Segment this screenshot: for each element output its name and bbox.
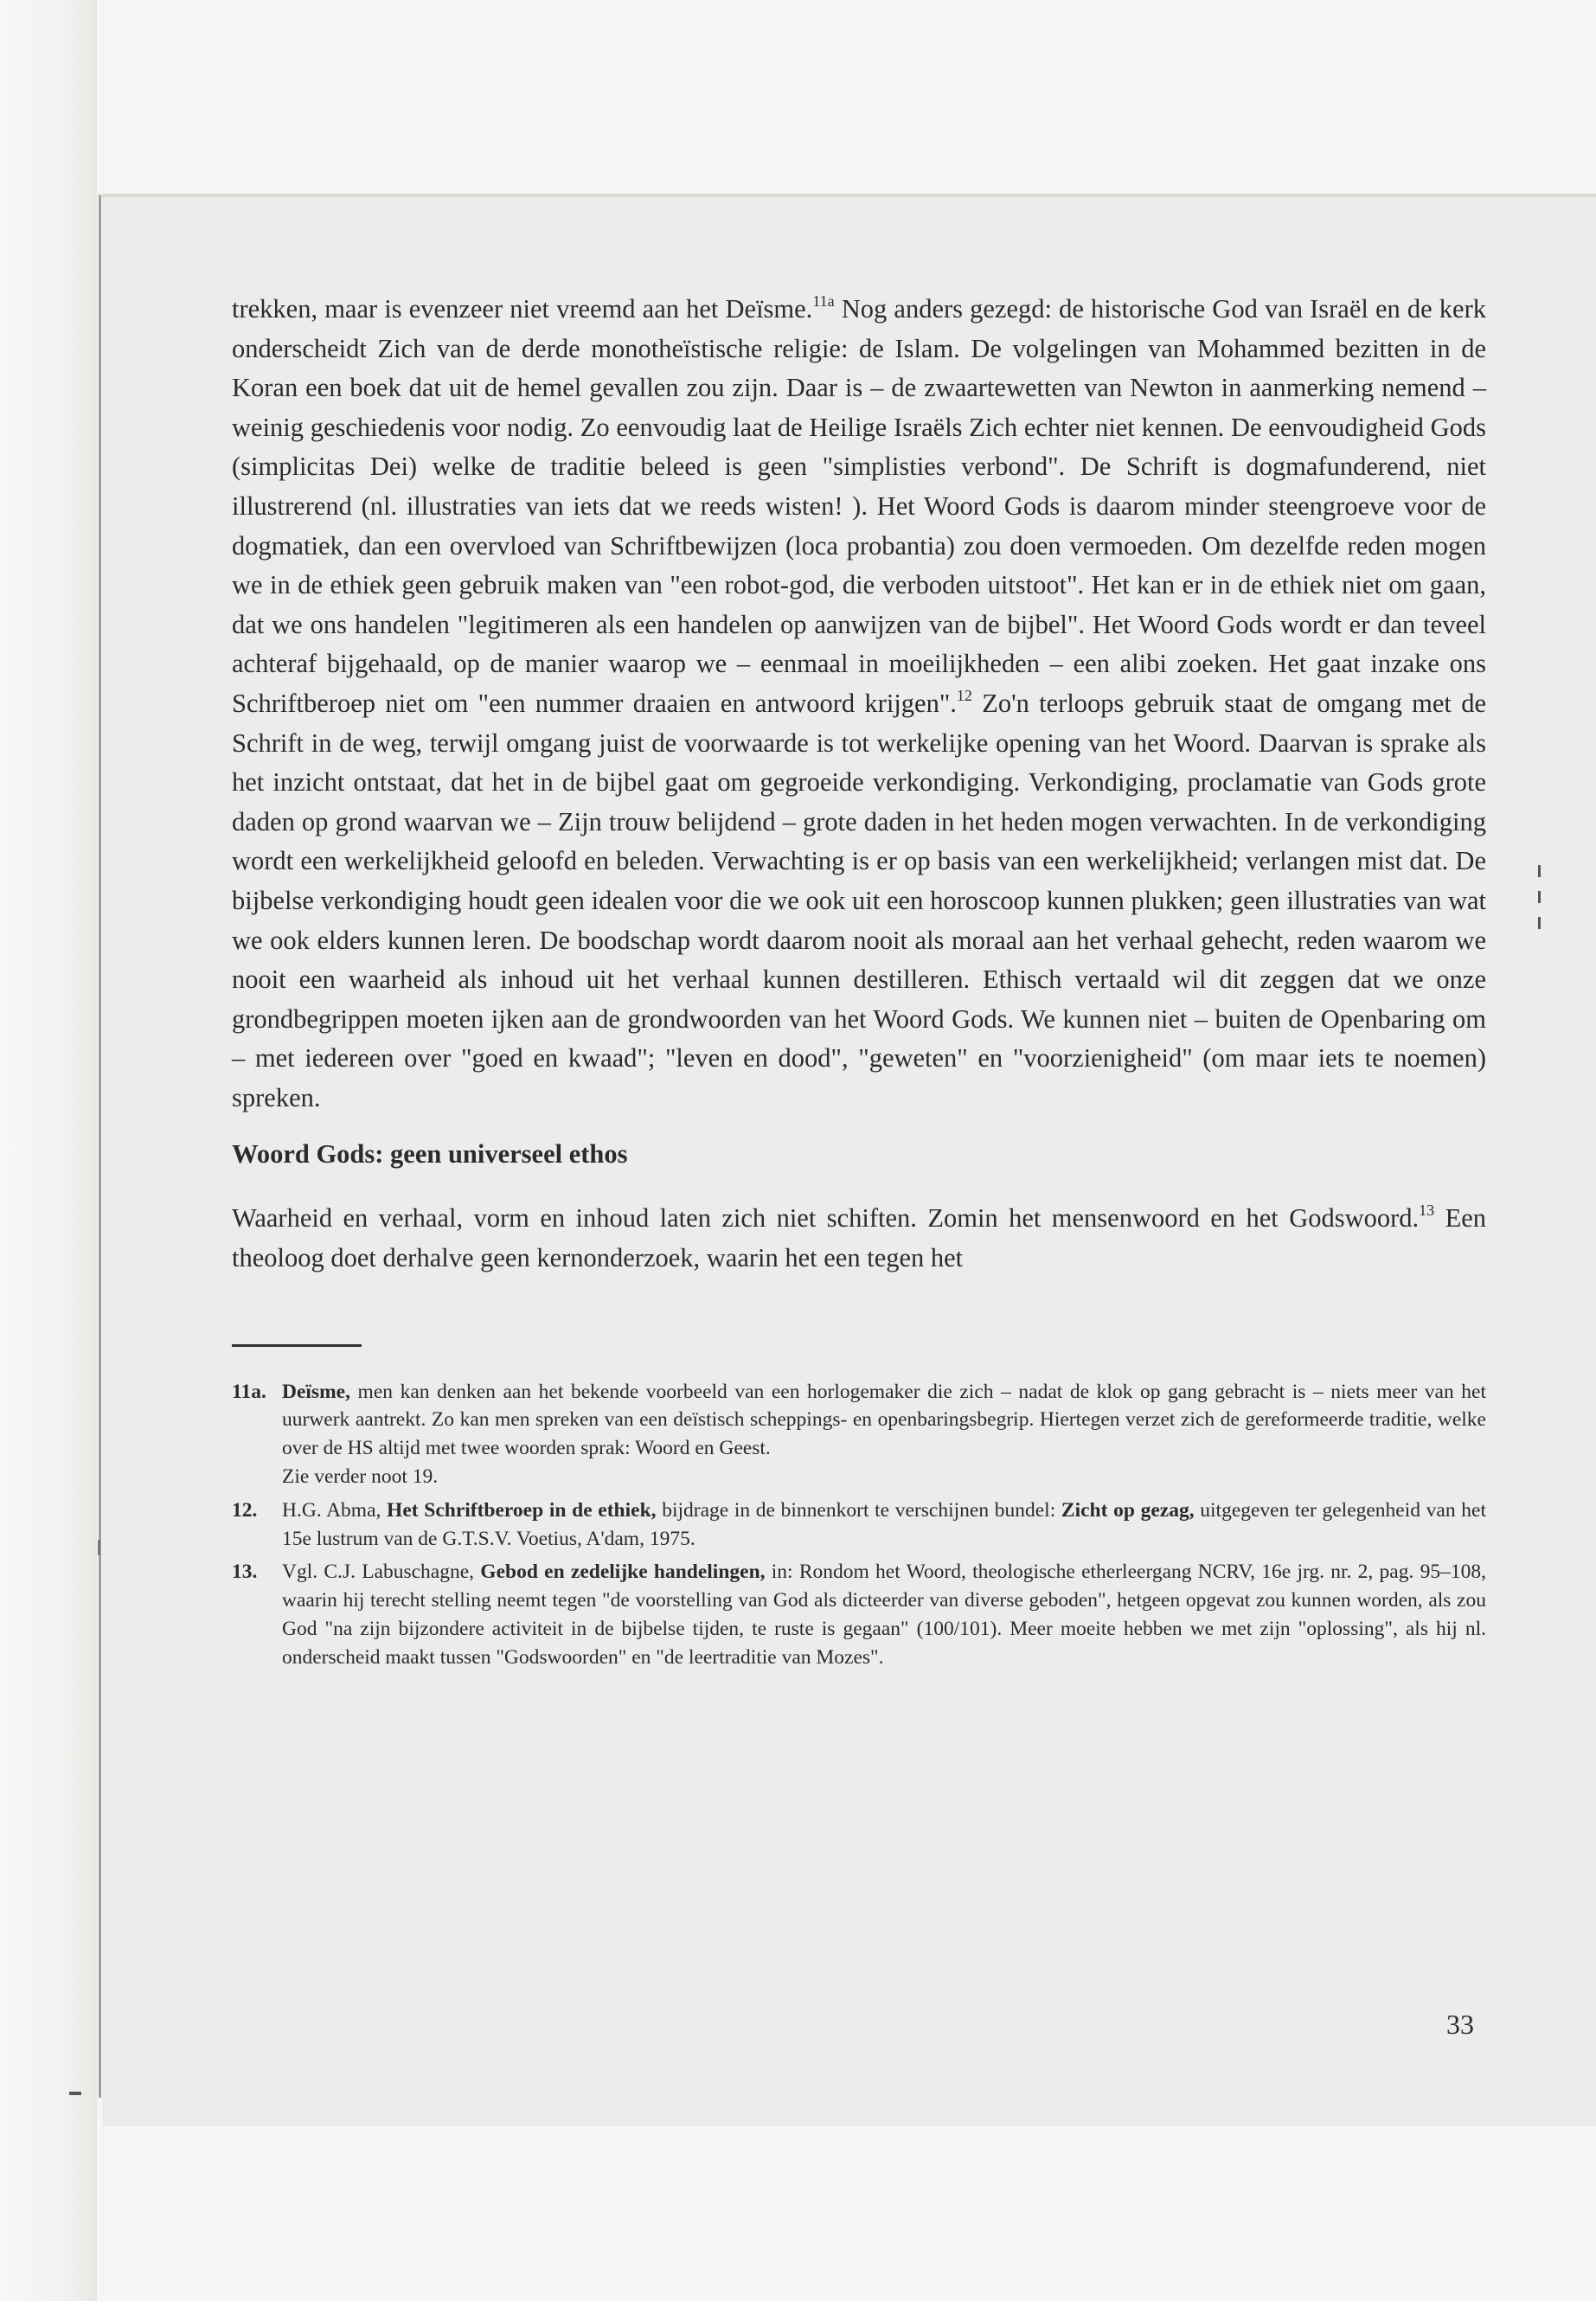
page-binding-edge — [99, 195, 101, 2098]
text-run: in: Rondom het Woord, theologische etherleergang NCRV, 16e jrg. nr. 2, pag. 95–108, waarin hij terecht stelling neemt tegen "de voorstelling van God als dicteerder van diverse geboden", hetgeen opgevat zou kunnen worden, als zou God "na zijn bijzondere activiteit in de bijbelse tijden, te ruste is gegaan" (100/101). Meer moeite hebben we met zijn "oplossing", als hij nl. onderscheid maakt tussen "Godswoorden" en "de leertraditie van Mozes". — [282, 1561, 1486, 1669]
footnote-ref: 13 — [1419, 1202, 1435, 1220]
text-run: bijdrage in de binnenkort te verschijnen bundel: — [656, 1498, 1061, 1522]
text-run: Vgl. C.J. Labuschagne, — [282, 1561, 481, 1584]
text-run: uitgegeven ter gelegenheid van het 15e lustrum van de G.T.S.V. Voetius, A'dam, 1975. — [282, 1498, 1486, 1550]
footnote-ref: 11a — [812, 292, 835, 310]
footnotes — [232, 1378, 1486, 1672]
margin-speck — [98, 1540, 100, 1555]
bold-title: Deïsme, — [282, 1380, 350, 1403]
text-run: Een theoloog doet derhalve geen kernonderzoek, waarin het een tegen het — [232, 1203, 1486, 1273]
footnote-number: 11a. — [232, 1380, 266, 1403]
footnote-separator — [232, 1344, 362, 1347]
footnote-number: 12. — [232, 1498, 258, 1522]
text-run: men kan denken aan het bekende voorbeeld van een horlogemaker die zich – nadat de klok op gang gebracht is – niets meer van het uurwerk aantrekt. Zo kan men spreken van een deïstisch scheppings- en openbaringsbegrip. Hiertegen verzet zich de gereformeerde traditie, welke over de HS altijd met twee woorden sprak: Woord en Geest. — [282, 1380, 1486, 1460]
footnote — [232, 1378, 1486, 1491]
margin-tick — [1538, 865, 1541, 877]
footnote-ref: 12 — [956, 686, 972, 704]
bold-title: Gebod en zedelijke handelingen, — [480, 1561, 766, 1584]
body-paragraph-1 — [232, 290, 1486, 1118]
text-run: Nog anders gezegd: de historische God van Israël en de kerk onderscheidt Zich van de derde monotheïstische religie: de Islam. De volgelingen van Mohammed bezitten in de Koran een boek dat uit de hemel gevallen zou zijn. Daar is – de zwaartewetten van Newton in aanmerking nemend – weinig geschiedenis voor nodig. Zo eenvoudig laat de Heilige Israëls Zich echter niet kennen. De eenvoudigheid Gods (simplicitas Dei) welke de traditie beleed is geen "simplisties verbond". De Schrift is dogmafunderend, niet illustrerend (nl. illustraties van iets dat we reeds wisten! ). Het Woord Gods is daarom minder steengroeve voor de dogmatiek, dan een overvloed van Schriftbewijzen (loca probantia) zou doen vermoeden. Om dezelfde reden mogen we in de ethiek geen gebruik maken van "een robot-god, die verboden uitstoot". Het kan er in de ethiek niet om gaan, dat we ons handelen "legitimeren als een handelen op aanwijzen van de bijbel". Het Woord Gods wordt er dan teveel achteraf bijgehaald, op de manier waarop we – eenmaal in moeilijkheden – een alibi zoeken. Het gaat inzake ons Schriftberoep niet om "een nummer draaien en antwoord krijgen". — [232, 294, 1486, 718]
page-content — [232, 290, 1486, 1677]
section-heading: Woord Gods: geen universeel ethos — [232, 1139, 628, 1170]
text-run: Zo'n terloops gebruik staat de omgang met de Schrift in de weg, terwijl omgang juist de voorwaarde is tot werkelijke opening van het Woord. Daarvan is sprake als het inzicht ontstaat, dat het in de bijbel gaat om gegroeide verkondiging. Verkondiging, proclamatie van Gods grote daden op grond waarvan we – Zijn trouw belijdend – grote daden in het heden mogen verwachten. In de verkondiging wordt een werkelijkheid geloofd en beleden. Verwachting is er op basis van een werkelijkheid; verlangen mist dat. De bijbelse verkondiging houdt geen idealen voor die we ook uit een horoscoop kunnen plukken; geen illustraties van wat we ook elders kunnen leren. De boodschap wordt daarom nooit als moraal aan het verhaal gehecht, reden waarom we nooit een waarheid als inhoud uit het verhaal kunnen destilleren. Ethisch vertaald wil dit zeggen dat we onze grondbegrippen moeten ijken aan de grondwoorden van het Woord Gods. We kunnen niet – buiten de Openbaring om – met iedereen over "goed en kwaad"; "leven en dood", "geweten" en "voorzienigheid" (om maar iets te noemen) spreken. — [232, 688, 1486, 1112]
footnote-text — [282, 1497, 1486, 1554]
footnote-text — [282, 1558, 1486, 1671]
footnote-see-also: Zie verder noot 19. — [282, 1465, 439, 1489]
text-run: H.G. Abma, — [282, 1498, 388, 1522]
margin-tick — [1538, 891, 1541, 903]
margin-tick — [1538, 917, 1541, 929]
footnote-text — [282, 1378, 1486, 1491]
footnote — [232, 1497, 1486, 1554]
bold-title: Zicht op gezag, — [1061, 1498, 1195, 1522]
margin-speck — [69, 2092, 81, 2095]
footnote-number: 13. — [232, 1561, 258, 1584]
body-paragraph-2 — [232, 1199, 1486, 1278]
page-number: 33 — [1446, 2009, 1474, 2040]
text-run: trekken, maar is evenzeer niet vreemd aan het Deïsme. — [232, 294, 813, 324]
bold-title: Het Schriftberoep in de ethiek, — [387, 1498, 657, 1522]
footnote — [232, 1558, 1486, 1671]
facing-page-edge — [0, 0, 97, 2301]
text-run: Waarheid en verhaal, vorm en inhoud laten zich niet schiften. Zomin het mensenwoord en het Godswoord. — [232, 1203, 1420, 1234]
